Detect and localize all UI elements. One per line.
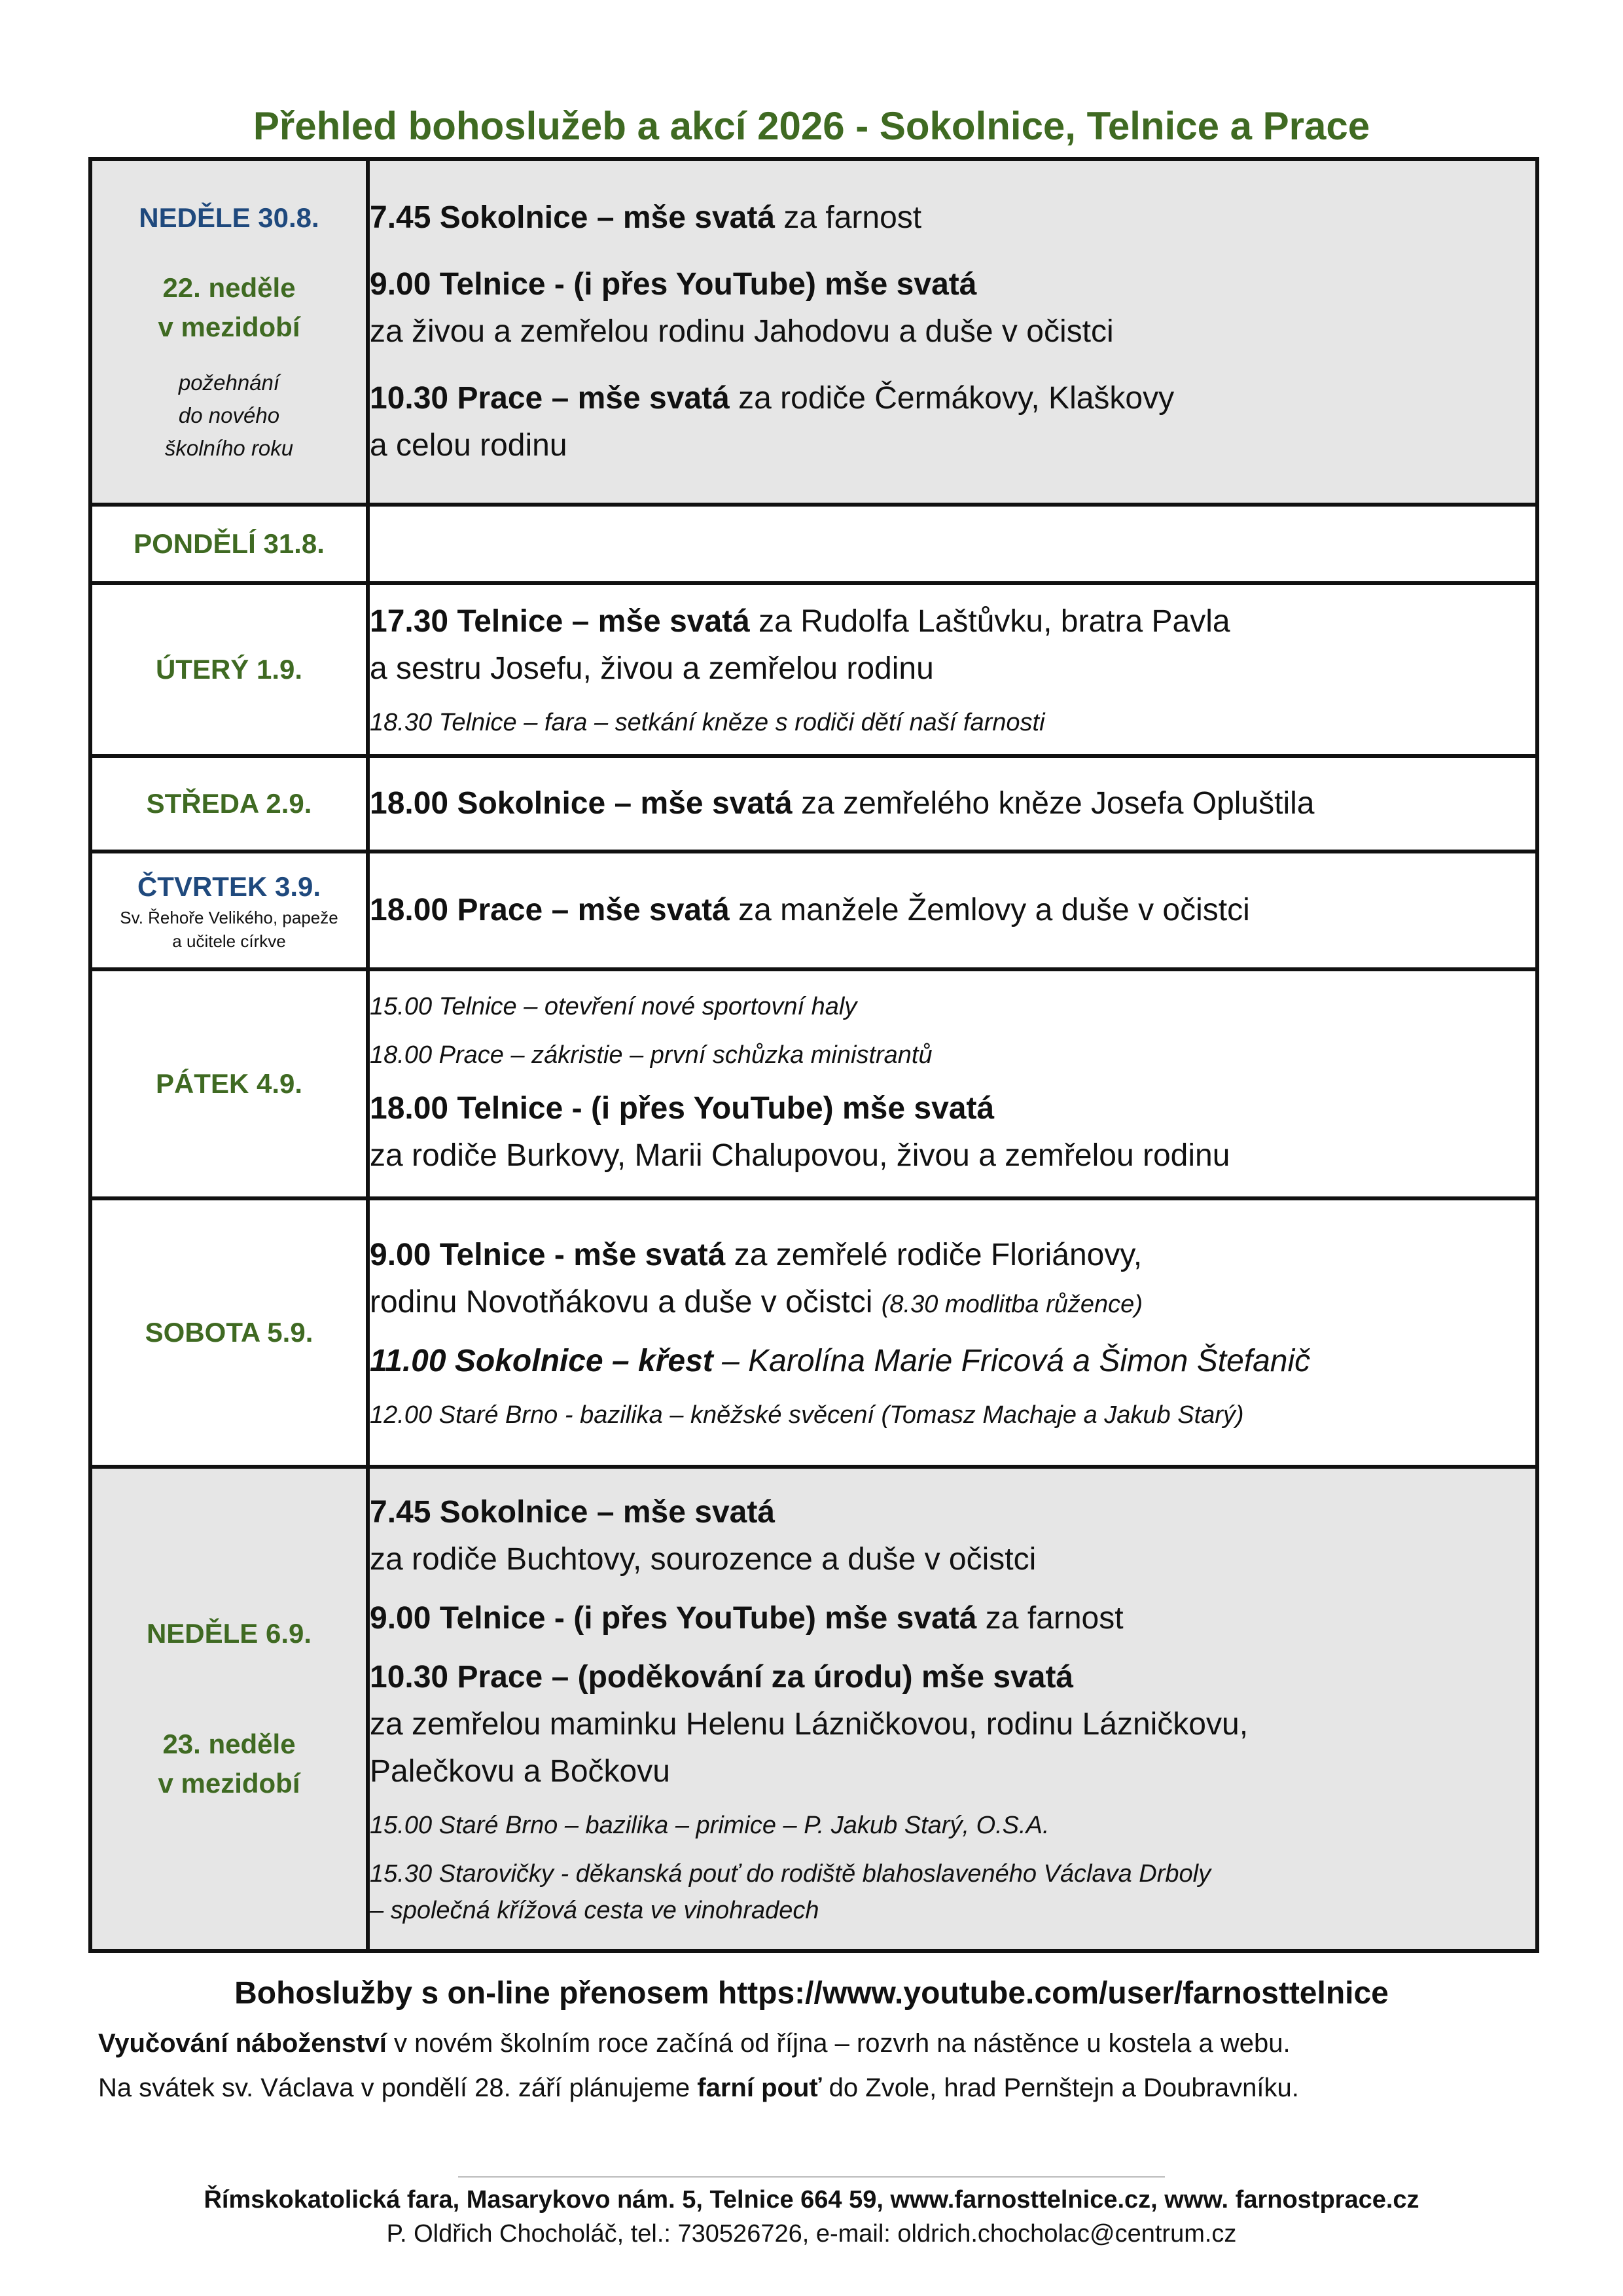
table-row — [90, 1467, 1537, 1951]
day-name: NEDĚLE 6.9. — [146, 1618, 312, 1649]
table-row — [90, 583, 1537, 756]
day-name: PÁTEK 4.9. — [155, 1068, 303, 1099]
event-line: za zemřelou maminku Helenu Lázničkovou, rodinu Lázničkovu, — [370, 1707, 1249, 1742]
event-line: 18.00 Prace – zákristie – první schůzka ministrantů — [370, 1041, 933, 1069]
event-line: a celou rodinu — [370, 428, 567, 463]
events-cell — [368, 159, 1537, 505]
day-cell — [90, 852, 368, 969]
event-line: 18.00 Telnice - (i přes YouTube) mše svatá — [370, 1091, 995, 1126]
events-cell — [368, 505, 1537, 583]
liturgical-day: 23. neděle — [162, 1729, 296, 1759]
event-line: 18.30 Telnice – fara – setkání kněze s rodiči dětí naší farnosti — [370, 709, 1045, 736]
day-name: PONDĚLÍ 31.8. — [134, 528, 325, 559]
event-line: a sestru Josefu, živou a zemřelou rodinu — [370, 651, 934, 686]
event-line: Palečkovu a Bočkovu — [370, 1754, 670, 1789]
day-name: ČTVRTEK 3.9. — [137, 871, 321, 902]
event-line: 7.45 Sokolnice – mše svatá — [370, 1495, 776, 1530]
table-row — [90, 969, 1537, 1198]
day-cell — [90, 969, 368, 1198]
event-line: 15.00 Telnice – otevření nové sportovní haly — [370, 993, 857, 1020]
event-line: 10.30 Prace – (poděkování za úrodu) mše svatá — [370, 1660, 1074, 1695]
event-line: 18.00 Prace – mše svatá za manžele Žemlovy a duše v očistci — [370, 893, 1250, 927]
feast-name: a učitele církve — [172, 931, 286, 951]
day-cell — [90, 1198, 368, 1467]
event-line: 9.00 Telnice - (i přes YouTube) mše svatá za farnost — [370, 1601, 1124, 1636]
event-line: 17.30 Telnice – mše svatá za Rudolfa Laštůvku, bratra Pavla — [370, 604, 1230, 639]
event-line: za rodiče Buchtovy, sourozence a duše v očistci — [370, 1542, 1037, 1577]
liturgical-day: v mezidobí — [158, 1768, 300, 1799]
footer-contact: P. Oldřich Chocholáč, tel.: 730526726, e-mail: oldrich.chocholac@centrum.cz — [386, 2220, 1237, 2248]
religion-classes-note: Vyučování náboženství v novém školním roce začíná od října – rozvrh na nástěnce u kostela a webu. — [98, 2029, 1291, 2058]
table-row — [90, 505, 1537, 583]
events-cell — [368, 1198, 1537, 1467]
event-line: 15.00 Staré Brno – bazilika – primice – P. Jakub Starý, O.S.A. — [370, 1812, 1050, 1839]
event-line: 10.30 Prace – mše svatá za rodiče Čermákovy, Klaškovy — [370, 381, 1175, 416]
event-line: za rodiče Burkovy, Marii Chalupovou, živou a zemřelou rodinu — [370, 1138, 1230, 1173]
pilgrimage-note: Na svátek sv. Václava v pondělí 28. září plánujeme farní pouť do Zvole, hrad Pernštejn a Doubravníku. — [98, 2073, 1299, 2102]
event-line: 9.00 Telnice - (i přes YouTube) mše svatá — [370, 267, 977, 302]
feast-name: Sv. Řehoře Velikého, papeže — [120, 908, 338, 927]
schedule-table — [88, 157, 1539, 1953]
table-row — [90, 1198, 1537, 1467]
page-title: Přehled bohoslužeb a akcí 2026 - Sokolnice, Telnice a Prace — [253, 104, 1370, 148]
event-line: 11.00 Sokolnice – křest – Karolína Marie Fricová a Šimon Štefanič — [370, 1344, 1311, 1378]
table-row — [90, 159, 1537, 505]
table-row — [90, 756, 1537, 852]
events-cell — [368, 583, 1537, 756]
events-cell — [368, 756, 1537, 852]
day-note: do nového — [178, 403, 280, 427]
event-line: 7.45 Sokolnice – mše svatá za farnost — [370, 200, 922, 235]
footer-address: Římskokatolická fara, Masarykovo nám. 5, Telnice 664 59, www.farnosttelnice.cz, www. farnostprace.cz — [204, 2186, 1419, 2214]
event-line: rodinu Novotňákovu a duše v očistci (8.30 modlitba růžence) — [370, 1285, 1143, 1319]
day-cell — [90, 159, 368, 505]
event-line: 12.00 Staré Brno - bazilika – kněžské svěcení (Tomasz Machaje a Jakub Starý) — [370, 1401, 1244, 1429]
day-cell — [90, 756, 368, 852]
event-line: – společná křížová cesta ve vinohradech — [370, 1897, 819, 1924]
event-line: 18.00 Sokolnice – mše svatá za zemřelého kněze Josefa Opluštila — [370, 786, 1315, 821]
event-line: 9.00 Telnice - mše svatá za zemřelé rodiče Floriánovy, — [370, 1238, 1143, 1272]
day-note: školního roku — [164, 436, 294, 460]
day-note: požehnání — [178, 370, 280, 395]
table-row — [90, 852, 1537, 969]
day-cell — [90, 1467, 368, 1951]
day-cell — [90, 583, 368, 756]
event-line: za živou a zemřelou rodinu Jahodovu a duše v očistci — [370, 314, 1114, 349]
events-cell — [368, 852, 1537, 969]
day-name: NEDĚLE 30.8. — [139, 202, 319, 233]
events-cell — [368, 969, 1537, 1198]
day-name: ÚTERÝ 1.9. — [155, 654, 303, 685]
events-cell — [368, 1467, 1537, 1951]
liturgical-day: 22. neděle — [162, 272, 296, 303]
day-cell — [90, 505, 368, 583]
liturgical-day: v mezidobí — [158, 312, 300, 342]
event-line: 15.30 Starovičky - děkanská pouť do rodiště blahoslaveného Václava Drboly — [370, 1860, 1211, 1888]
online-broadcast-note: Bohoslužby s on-line přenosem https://www.youtube.com/user/farnosttelnice — [234, 1976, 1389, 2011]
footer-divider — [458, 2176, 1165, 2178]
day-name: SOBOTA 5.9. — [145, 1317, 313, 1348]
day-name: STŘEDA 2.9. — [146, 788, 312, 819]
